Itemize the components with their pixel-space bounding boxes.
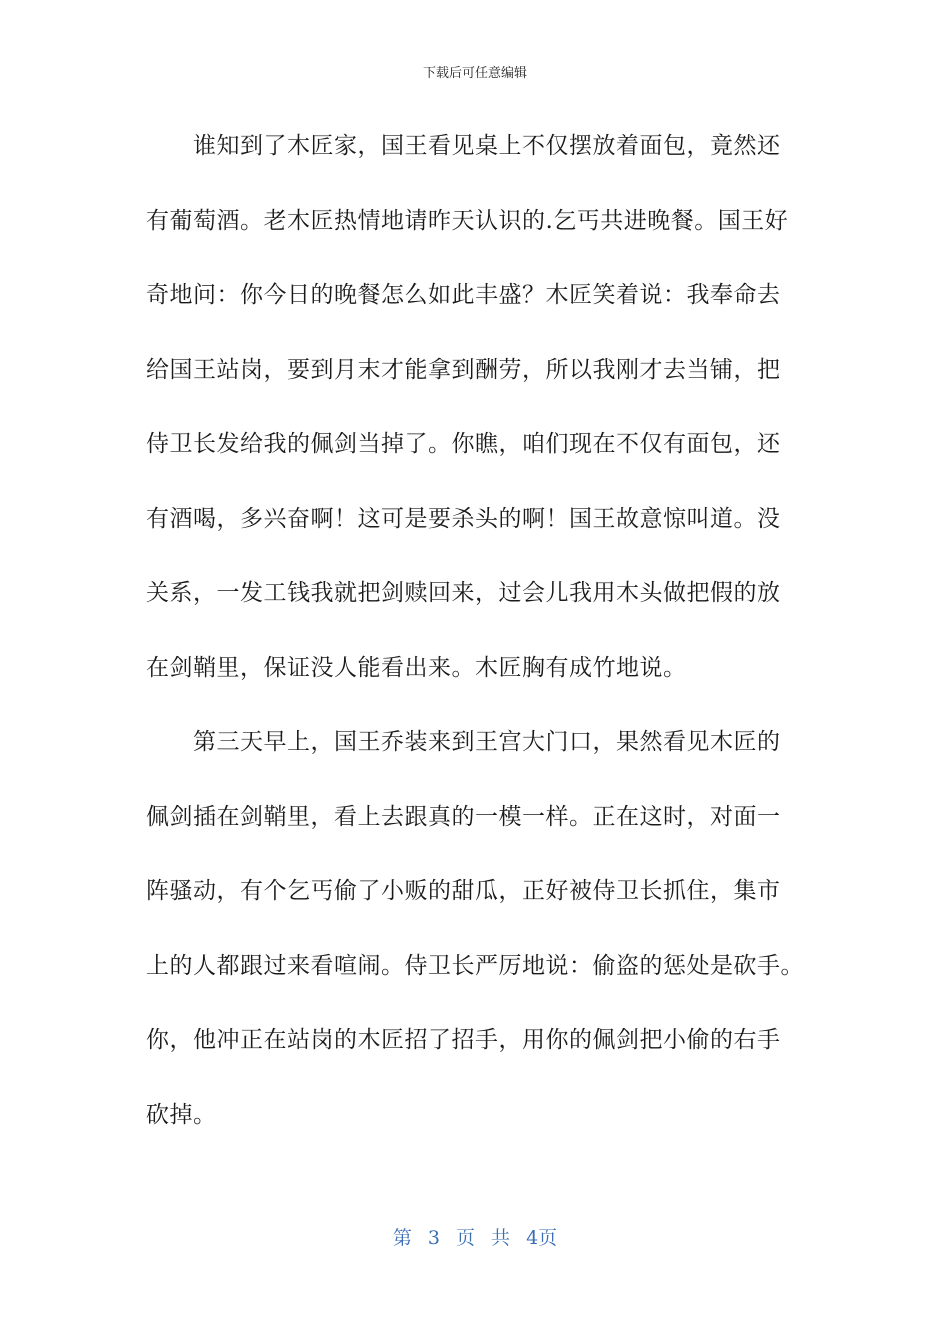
body-text <box>146 124 806 1167</box>
text-line: 在剑鞘里，保证没人能看出来。木匠胸有成竹地说。 <box>146 654 687 681</box>
text-line: 佩剑插在剑鞘里，看上去跟真的一模一样。正在这时，对面一 <box>146 803 781 830</box>
text-line: 有葡萄酒。老木匠热情地请昨天认识的.乞丐共进晚餐。国王好 <box>146 207 789 234</box>
paragraph-first-line: 第三天早上，国王乔装来到王宫大门口，果然看见木匠的 <box>193 729 781 755</box>
text-line: 有酒喝，多兴奋啊！这可是要杀头的啊！国王故意惊叫道。没 <box>146 505 781 532</box>
text-line: 奇地问：你今日的晚餐怎么如此丰盛？木匠笑着说：我奉命去 <box>146 282 781 308</box>
text-line: 你，他冲正在站岗的木匠招了招手，用你的佩剑把小偷的右手 <box>146 1027 781 1053</box>
text-line: 关系，一发工钱我就把剑赎回来，过会儿我用木头做把假的放 <box>146 580 781 606</box>
text-line: 侍卫长发给我的佩剑当掉了。你瞧，咱们现在不仅有面包，还 <box>146 431 781 457</box>
page-header: 下载后可任意编辑 <box>422 66 527 81</box>
page-footer: 第 3 页 共 4页 <box>392 1227 558 1249</box>
text-line: 给国王站岗，要到月末才能拿到酬劳，所以我刚才去当铺，把 <box>146 356 781 383</box>
text-line: 阵骚动，有个乞丐偷了小贩的甜瓜，正好被侍卫长抓住，集市 <box>146 878 781 904</box>
paragraph-first-line: 谁知到了木匠家，国王看见桌上不仅摆放着面包，竟然还 <box>193 133 781 159</box>
text-line: 上的人都跟过来看喧闹。侍卫长严厉地说：偷盗的惩处是砍手。 <box>146 952 804 979</box>
text-line: 砍掉。 <box>146 1101 217 1128</box>
